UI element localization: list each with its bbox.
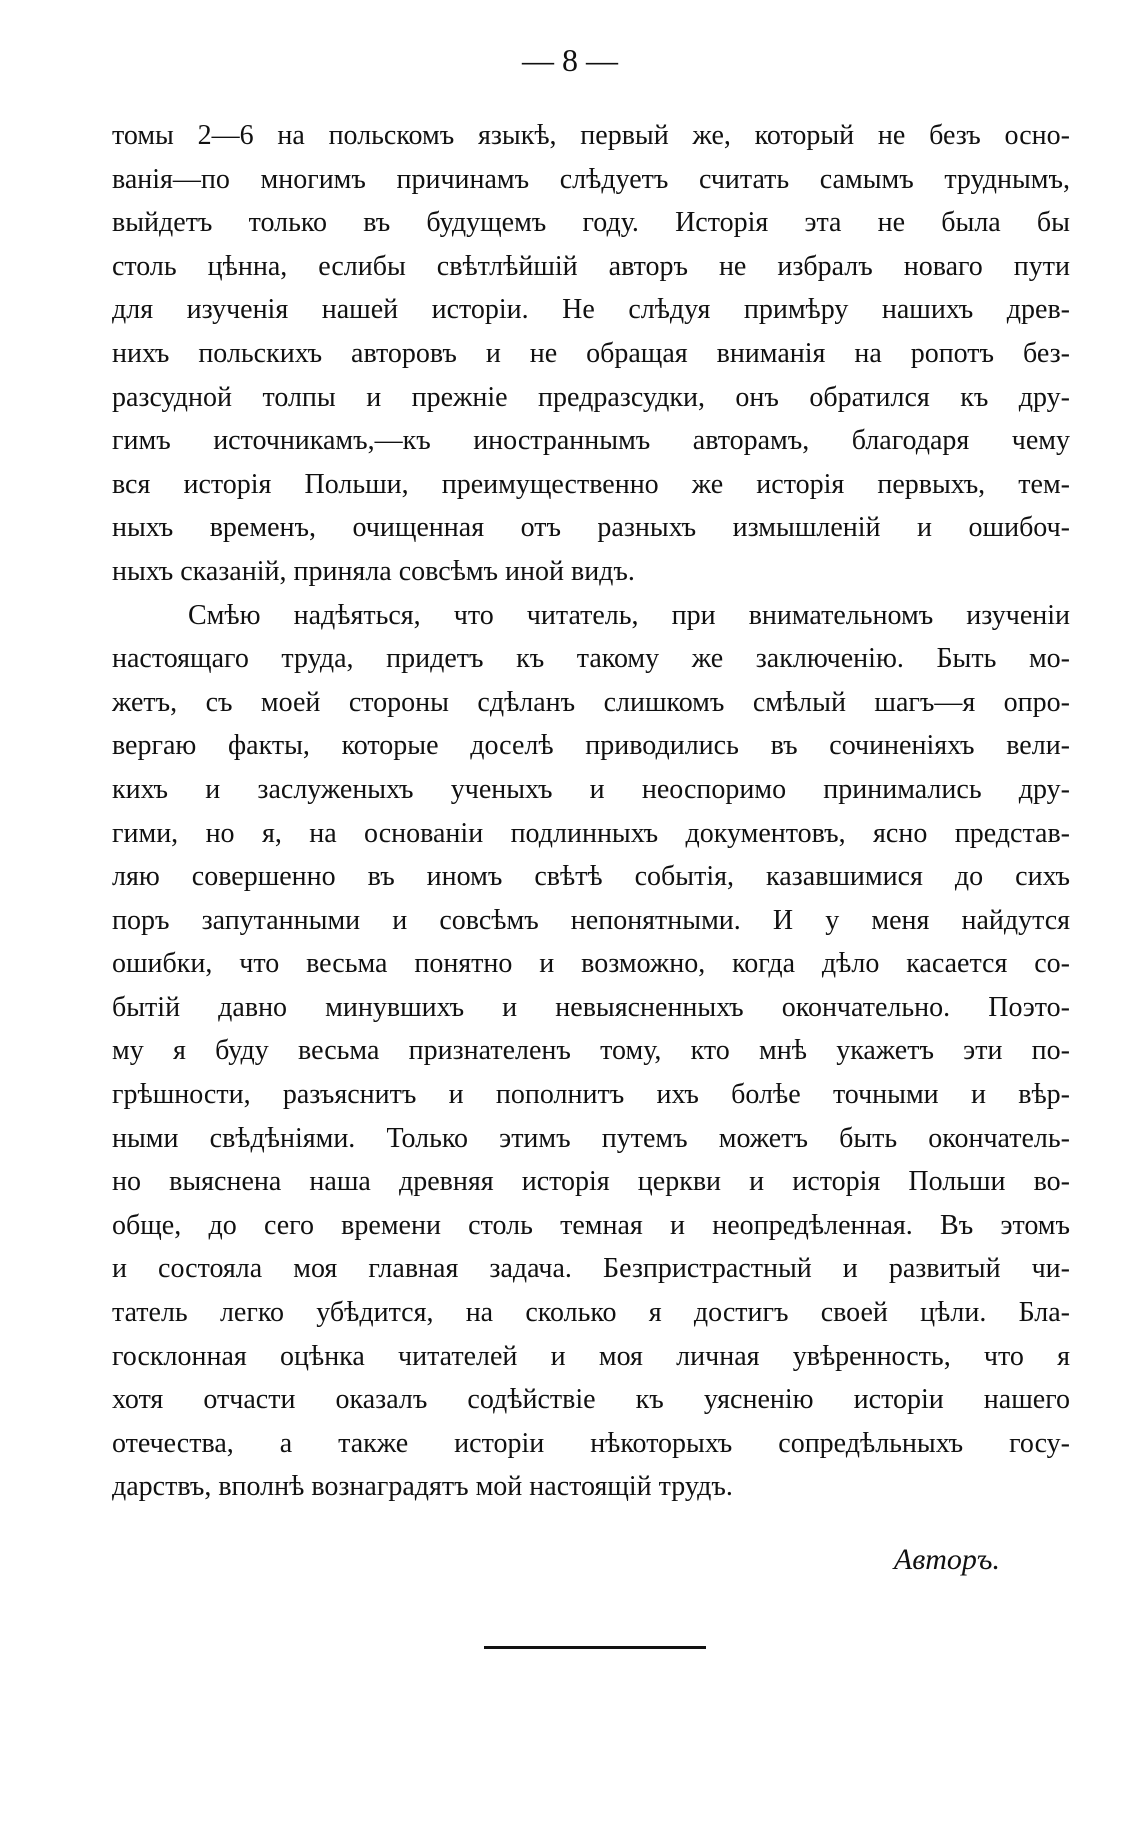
text-line: дарствъ, вполнѣ вознаградятъ мой настоящій трудъ. [112,1471,733,1503]
text-line: томы 2—6 на польскомъ языкѣ, первый же, который не безъ осно- [112,120,1070,151]
text-line: Смѣю надѣяться, что читатель, при внимательномъ изученіи [188,599,1070,631]
text-line: и состояла моя главная задача. Безпристрастный и развитый чи- [112,1253,1070,1285]
body-text [112,114,1070,1509]
text-line: хотя отчасти оказалъ содѣйствіе къ уясненію исторіи нашего [112,1384,1070,1416]
text-line: поръ запутанными и совсѣмъ непонятными. И у меня найдутся [112,904,1070,936]
text-line: ными свѣдѣніями. Только этимъ путемъ можетъ быть окончатель- [112,1122,1070,1154]
text-line: отечества, а также исторіи нѣкоторыхъ сопредѣльныхъ госу- [112,1427,1070,1459]
text-line: обще, до сего времени столь темная и неопредѣленная. Въ этомъ [112,1209,1070,1241]
page-number: — 8 — [522,42,618,78]
text-line: бытій давно минувшихъ и невыясненныхъ окончательно. Поэто- [112,991,1070,1023]
closing-rule-divider [484,1646,706,1649]
text-line: ныхъ временъ, очищенная отъ разныхъ измышленій и ошибоч- [112,512,1070,544]
text-line: гимъ источникамъ,—къ иностраннымъ авторамъ, благодаря чему [112,425,1070,457]
text-line: ошибки, что весьма понятно и возможно, когда дѣло касается со- [112,948,1070,980]
text-line: кихъ и заслуженыхъ ученыхъ и неоспоримо принимались дру- [112,773,1070,805]
text-line: столь цѣнна, еслибы свѣтлѣйшій авторъ не избралъ новаго пути [112,250,1070,282]
text-line: ныхъ сказаній, приняла совсѣмъ иной видъ. [112,555,635,587]
text-line: для изученія нашей исторіи. Не слѣдуя примѣру нашихъ древ- [112,294,1070,326]
text-line: нихъ польскихъ авторовъ и не обращая вниманія на ропотъ без- [112,337,1070,369]
text-line: выйдетъ только въ будущемъ году. Исторія эта не была бы [112,207,1070,239]
text-line: разсудной толпы и прежніе предразсудки, онъ обратился къ дру- [112,381,1070,413]
text-line: госклонная оцѣнка читателей и моя личная увѣренность, что я [112,1340,1070,1372]
text-line: ванія—по многимъ причинамъ слѣдуетъ считать самымъ труднымъ, [112,163,1070,195]
text-line: жетъ, съ моей стороны сдѣланъ слишкомъ смѣлый шагъ—я опро- [112,686,1070,718]
text-line: грѣшности, разъяснитъ и пополнитъ ихъ болѣе точными и вѣр- [112,1079,1070,1111]
text-line: вергаю факты, которые доселѣ приводились въ сочиненіяхъ вели- [112,730,1070,762]
author-signature: Авторъ. [893,1543,1000,1576]
text-line: татель легко убѣдится, на сколько я достигъ своей цѣли. Бла- [112,1297,1070,1329]
text-line: гими, но я, на основаніи подлинныхъ документовъ, ясно представ- [112,817,1070,849]
text-line: настоящаго труда, придетъ къ такому же заключенію. Быть мо- [112,643,1070,675]
text-line: ляю совершенно въ иномъ свѣтѣ событія, казавшимися до сихъ [112,861,1070,893]
text-line: му я буду весьма признателенъ тому, кто мнѣ укажетъ эти по- [112,1035,1070,1067]
text-line: вся исторія Польши, преимущественно же исторія первыхъ, тем- [112,468,1070,500]
text-line: но выяснена наша древняя исторія церкви и исторія Польши во- [112,1166,1070,1198]
